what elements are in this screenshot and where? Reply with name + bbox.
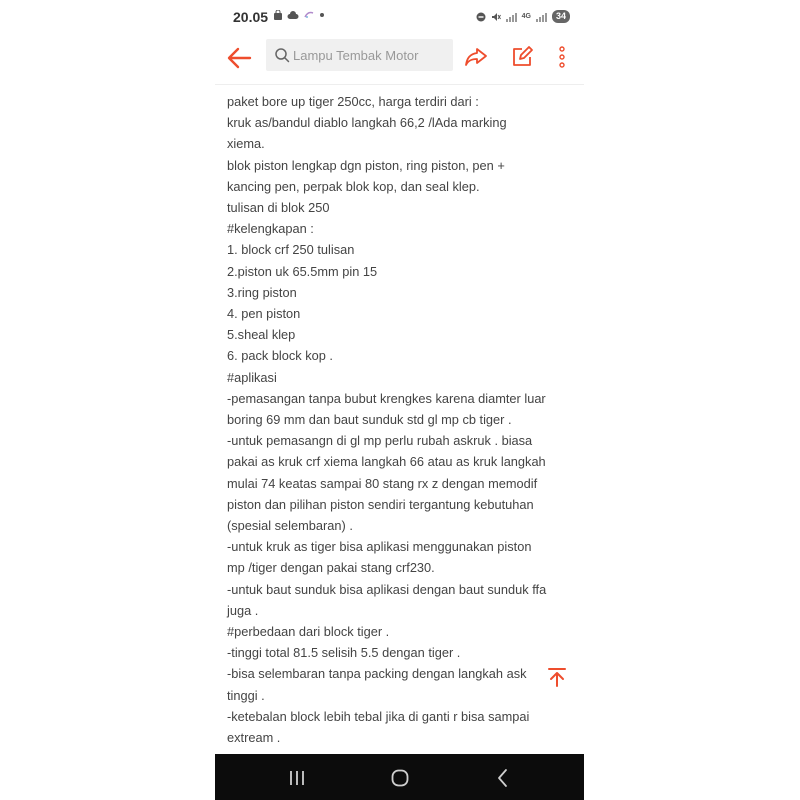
more-vertical-icon[interactable]: [551, 44, 577, 70]
description-line: tulisan di blok 250: [227, 200, 330, 216]
description-line: -untuk pemasangn di gl mp perlu rubah askruk . biasa: [227, 433, 533, 449]
signal-icon-2: [536, 12, 547, 22]
description-line: -untuk kruk as tiger bisa aplikasi menggunakan piston: [227, 539, 532, 555]
description-line: 2.piston uk 65.5mm pin 15: [227, 263, 378, 279]
description-line: 6. pack block kop .: [227, 348, 333, 364]
status-notification-icons: [273, 10, 325, 20]
arrow-left-icon[interactable]: [225, 43, 255, 73]
description-line: -tinggi total 81.5 selisih 5.5 dengan tiger .: [227, 645, 461, 661]
description-line: extream .: [227, 730, 281, 746]
description-line: juga .: [227, 602, 259, 618]
cloud-icon: [287, 11, 299, 20]
search-icon: [274, 47, 290, 63]
description-line: 3.ring piston: [227, 284, 297, 300]
description-line: kruk as/bandul diablo langkah 66,2 /lAda marking: [227, 115, 507, 131]
top-toolbar: [215, 34, 584, 85]
status-bar: [215, 0, 584, 34]
share-icon[interactable]: [463, 44, 489, 70]
description-line: xiema.: [227, 136, 265, 152]
description-line: pakai as kruk crf xiema langkah 66 atau as kruk langkah: [227, 454, 546, 470]
description-line: -pemasangan tanpa bubut krengkes karena diamter luar: [227, 390, 546, 406]
description-line: mulai 74 keatas sampai 80 stang rx z dengan memodif: [227, 475, 538, 491]
status-system-icons: [476, 10, 570, 23]
description-line: 4. pen piston: [227, 306, 301, 322]
description-line: (spesial selembaran) .: [227, 518, 353, 534]
description-line: blok piston lengkap dgn piston, ring piston, pen +: [227, 157, 505, 173]
signal-icon: [506, 12, 517, 22]
recent-apps-icon[interactable]: [285, 766, 309, 790]
network-type-label: 4G: [521, 13, 531, 20]
back-nav-icon[interactable]: [491, 766, 515, 790]
search-input[interactable]: [293, 48, 443, 63]
scroll-to-top-button[interactable]: [540, 660, 574, 694]
app-notification-icon: [303, 10, 315, 20]
do-not-disturb-icon: [476, 12, 486, 22]
description-line: #perbedaan dari block tiger .: [227, 624, 390, 640]
battery-indicator: 34: [552, 10, 570, 23]
scroll-to-top-icon: [546, 666, 568, 688]
mute-icon: [491, 12, 501, 22]
description-line: -untuk baut sunduk bisa aplikasi dengan baut sunduk ffa: [227, 581, 547, 597]
edit-icon[interactable]: [509, 44, 535, 70]
dot-icon: [319, 12, 325, 18]
description-line: 1. block crf 250 tulisan: [227, 242, 355, 258]
status-time: 20.05: [233, 9, 269, 25]
search-bar[interactable]: [266, 39, 453, 71]
description-line: 5.sheal klep: [227, 327, 296, 343]
description-line: -ketebalan block lebih tebal jika di ganti r bisa sampai: [227, 708, 530, 724]
description-line: piston dan pilihan piston sendiri tergantung kebutuhan: [227, 496, 534, 512]
description-line: paket bore up tiger 250cc, harga terdiri dari :: [227, 94, 479, 109]
description-line: boring 69 mm dan baut sunduk std gl mp cb tiger .: [227, 412, 512, 428]
description-line: -bisa selembaran tanpa packing dengan langkah ask: [227, 666, 527, 682]
description-line: #kelengkapan :: [227, 221, 314, 237]
shopping-bag-icon: [273, 10, 283, 20]
description-line: tinggi .: [227, 687, 265, 703]
home-icon[interactable]: [388, 766, 412, 790]
system-navigation-bar: [215, 754, 584, 800]
description-line: mp /tiger dengan pakai stang crf230.: [227, 560, 435, 576]
description-line: kancing pen, perpak blok kop, dan seal klep.: [227, 178, 480, 194]
phone-screen: [215, 0, 584, 800]
description-line: #aplikasi: [227, 369, 277, 385]
product-description: [227, 91, 577, 748]
